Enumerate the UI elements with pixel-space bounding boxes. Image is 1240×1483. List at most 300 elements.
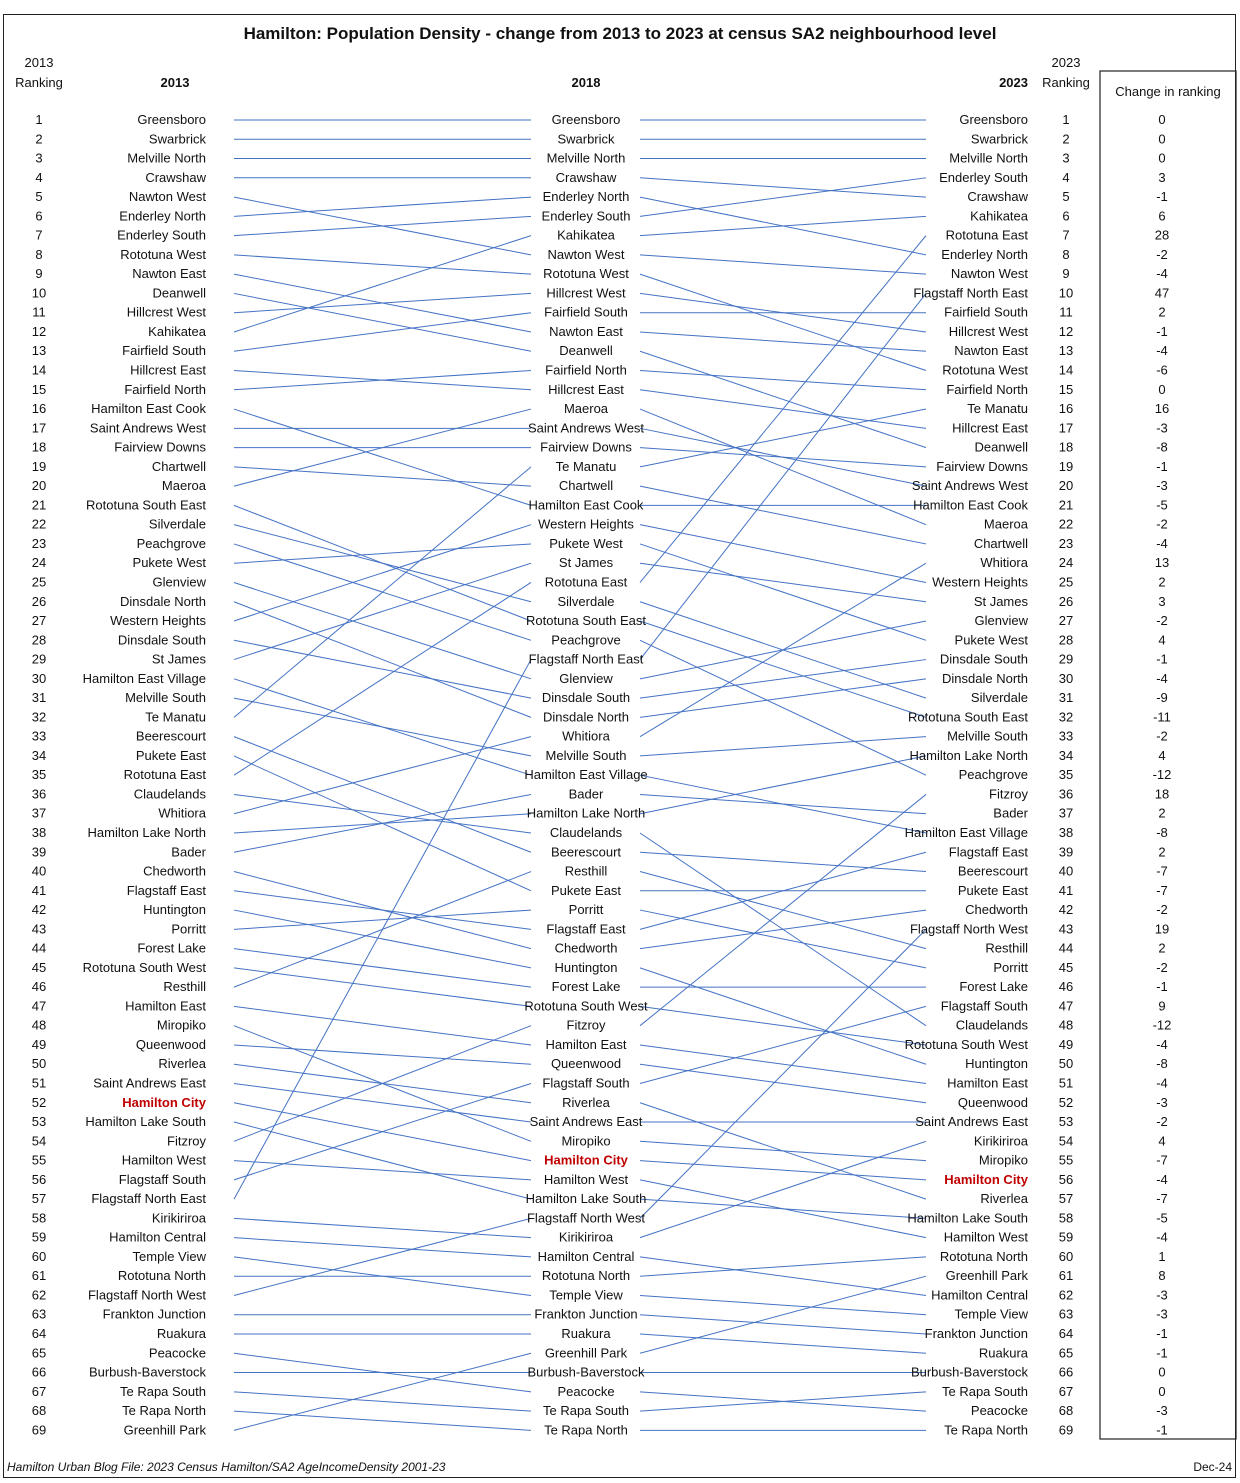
label-2023: Flagstaff North East	[913, 285, 1028, 301]
label-2018: Temple View	[549, 1287, 623, 1303]
change-value: -1	[1156, 979, 1168, 995]
change-value: 2	[1158, 805, 1166, 821]
label-2013: Riverlea	[158, 1056, 206, 1072]
label-2023: Te Rapa North	[944, 1422, 1028, 1438]
rank-2023-number: 61	[1058, 1268, 1074, 1284]
rank-2013-header-line2: Ranking	[15, 75, 63, 90]
connector-2013-2018	[234, 1122, 531, 1199]
connector-2018-2023	[640, 910, 926, 949]
label-2023: Deanwell	[974, 439, 1028, 455]
connector-2013-2018	[234, 1218, 531, 1295]
label-2023: Hamilton City	[944, 1171, 1028, 1187]
connector-2018-2023	[640, 351, 926, 447]
label-2018: Silverdale	[557, 593, 615, 609]
rank-2023-number: 10	[1058, 285, 1074, 301]
label-2013: Frankton Junction	[102, 1306, 206, 1322]
rank-2013-number: 16	[31, 401, 47, 417]
rank-2023-number: 66	[1058, 1364, 1074, 1380]
change-value: -3	[1156, 1287, 1168, 1303]
rank-2023-number: 53	[1058, 1114, 1074, 1130]
label-2023: Huntington	[965, 1056, 1028, 1072]
label-2013: Temple View	[132, 1248, 206, 1264]
change-value: 19	[1154, 921, 1170, 937]
label-2023: Greenhill Park	[945, 1268, 1028, 1284]
label-2018: Flagstaff North West	[526, 1210, 646, 1226]
rank-2023-number: 64	[1058, 1326, 1074, 1342]
label-2018: Frankton Junction	[534, 1306, 638, 1322]
label-2023: Dinsdale North	[942, 670, 1028, 686]
label-2018: Rototuna North	[541, 1268, 631, 1284]
change-value: -1	[1156, 651, 1168, 667]
rank-2023-number: 18	[1058, 439, 1074, 455]
rank-2013-number: 32	[31, 709, 47, 725]
label-2018: Saint Andrews East	[529, 1114, 643, 1130]
change-value: -3	[1156, 1403, 1168, 1419]
label-2018: Queenwood	[550, 1056, 622, 1072]
connector-2013-2018	[234, 236, 531, 332]
label-2023: Hamilton West	[943, 1229, 1028, 1245]
label-2013: Saint Andrews West	[89, 420, 206, 436]
connector-2018-2023	[640, 1006, 926, 1045]
label-2013: Rototuna South East	[86, 497, 206, 513]
change-value: -3	[1156, 420, 1168, 436]
rank-2023-number: 54	[1058, 1133, 1074, 1149]
connector-2018-2023	[640, 293, 926, 659]
label-2023: Chedworth	[965, 902, 1028, 918]
change-value: -2	[1156, 902, 1168, 918]
rank-2023-number: 56	[1058, 1171, 1074, 1187]
connector-2013-2018	[234, 255, 531, 274]
label-2013: Beerescourt	[135, 728, 206, 744]
label-2023: Hamilton East Cook	[913, 497, 1028, 513]
change-value: 0	[1158, 150, 1166, 166]
connector-2018-2023	[640, 371, 926, 390]
label-2018: Whitiora	[562, 728, 610, 744]
rank-2013-number: 43	[31, 921, 47, 937]
label-2013: Te Manatu	[145, 709, 206, 725]
rank-2023-number: 1	[1062, 112, 1070, 127]
label-2023: Queenwood	[957, 1094, 1028, 1110]
connector-2013-2018	[234, 640, 531, 698]
label-2023: Hillcrest East	[952, 420, 1028, 436]
label-2013: Dinsdale South	[117, 632, 206, 648]
rank-2013-number: 62	[31, 1287, 47, 1303]
label-2023: Flagstaff South	[940, 998, 1028, 1014]
label-2018: Te Rapa South	[542, 1403, 630, 1419]
label-2013: Flagstaff East	[126, 882, 206, 898]
rank-2023-number: 30	[1058, 670, 1074, 686]
label-2023: Hamilton Lake North	[909, 747, 1028, 763]
label-2023: Kahikatea	[970, 208, 1028, 224]
rank-2013-number: 67	[31, 1383, 47, 1399]
label-2013: Pukete West	[132, 555, 206, 571]
change-value: 8	[1158, 1268, 1166, 1284]
rank-2023-number: 48	[1058, 1017, 1074, 1033]
label-2023: Melville South	[947, 728, 1028, 744]
label-2018: St James	[558, 555, 614, 571]
rank-2023-number: 16	[1058, 401, 1074, 417]
label-2018: Te Manatu	[555, 458, 617, 474]
label-2023: Rototuna East	[945, 227, 1028, 243]
label-2018: Hamilton East	[545, 1036, 627, 1052]
rank-2013-number: 3	[35, 150, 43, 166]
label-2023: St James	[973, 593, 1028, 609]
label-2013: Hamilton Central	[109, 1229, 206, 1245]
connector-2018-2023	[640, 274, 926, 370]
change-value: -11	[1153, 709, 1171, 725]
rank-2013-number: 46	[31, 979, 47, 995]
rank-2013-number: 20	[31, 478, 47, 494]
rank-2013-number: 18	[31, 439, 47, 455]
connector-2018-2023	[640, 1161, 926, 1180]
change-value: 0	[1158, 381, 1166, 397]
label-2023: Burbush-Baverstock	[910, 1364, 1028, 1380]
connector-2018-2023	[640, 640, 926, 775]
label-2023: Melville North	[949, 150, 1028, 166]
rank-2013-number: 69	[31, 1422, 47, 1438]
label-2023: Riverlea	[980, 1191, 1028, 1207]
connector-2018-2023	[640, 1295, 926, 1314]
change-value: -8	[1156, 824, 1168, 840]
label-2018: Crawshaw	[555, 169, 617, 185]
rank-2013-header-line1: 2013	[24, 55, 54, 70]
rank-2023-number: 38	[1058, 824, 1074, 840]
rank-2013-number: 44	[31, 940, 47, 956]
label-2023: Rototuna West	[942, 362, 1028, 378]
rank-2023-number: 35	[1058, 767, 1074, 783]
rank-2013-number: 52	[31, 1094, 47, 1110]
label-2023: Temple View	[954, 1306, 1028, 1322]
change-value: 28	[1154, 227, 1170, 243]
label-2013: Queenwood	[135, 1036, 206, 1052]
label-2023: Fairfield North	[946, 381, 1028, 397]
connector-2018-2023	[640, 794, 926, 1025]
rank-2023-number: 50	[1058, 1056, 1074, 1072]
rank-2023-number: 21	[1058, 497, 1074, 513]
rank-2013-number: 51	[31, 1075, 47, 1091]
connector-2013-2018	[234, 602, 531, 718]
change-value: -2	[1156, 516, 1168, 532]
rank-2023-number: 34	[1058, 747, 1074, 763]
rank-2023-number: 14	[1058, 362, 1074, 378]
connector-2013-2018	[234, 1392, 531, 1411]
label-2018: Beerescourt	[550, 844, 622, 860]
rank-2013-number: 53	[31, 1114, 47, 1130]
rank-2013-number: 47	[31, 998, 47, 1014]
rank-2023-number: 15	[1058, 381, 1074, 397]
rank-2013-number: 31	[31, 690, 47, 706]
label-2023: Ruakura	[978, 1345, 1028, 1361]
rank-2013-number: 30	[31, 670, 47, 686]
label-2018: Rototuna South East	[526, 613, 646, 629]
rank-2023-number: 39	[1058, 844, 1074, 860]
rank-2013-number: 5	[35, 189, 43, 205]
rank-2023-number: 17	[1058, 420, 1074, 436]
connector-2013-2018	[234, 1006, 531, 1045]
rank-2023-number: 32	[1058, 709, 1074, 725]
label-2018: Enderley South	[541, 208, 631, 224]
rank-2023-number: 46	[1058, 979, 1074, 995]
label-2023: Fitzroy	[989, 786, 1028, 802]
rank-2013-number: 50	[31, 1056, 47, 1072]
label-2018: Flagstaff North East	[528, 651, 644, 667]
connector-2018-2023	[640, 1257, 926, 1276]
connector-2018-2023	[640, 794, 926, 813]
rank-2013-number: 10	[31, 285, 47, 301]
connector-2018-2023	[640, 409, 926, 467]
label-2023: Hamilton Lake South	[907, 1210, 1028, 1226]
label-2013: Ruakura	[156, 1326, 206, 1342]
label-2013: Saint Andrews East	[93, 1075, 206, 1091]
label-2023: Fairview Downs	[936, 458, 1028, 474]
label-2023: Enderley North	[941, 246, 1028, 262]
label-2013: Pukete East	[135, 747, 206, 763]
label-2018: Flagstaff East	[546, 921, 626, 937]
connector-2018-2023	[640, 486, 926, 544]
change-value: -1	[1156, 1326, 1168, 1342]
label-2013: Claudelands	[133, 786, 206, 802]
label-2013: Deanwell	[152, 285, 206, 301]
label-2023: Rototuna North	[939, 1248, 1028, 1264]
rank-2013-number: 35	[31, 767, 47, 783]
connector-2018-2023	[640, 1334, 926, 1353]
label-2018: Deanwell	[559, 343, 613, 359]
label-2023: Peacocke	[970, 1403, 1028, 1419]
rank-2023-number: 3	[1062, 150, 1070, 166]
rank-2023-number: 44	[1058, 940, 1074, 956]
label-2013: Rototuna North	[117, 1268, 206, 1284]
connector-2018-2023	[640, 737, 926, 756]
label-2013: Enderley North	[119, 208, 206, 224]
label-2023: Whitiora	[980, 555, 1028, 571]
label-2013: Flagstaff South	[118, 1171, 206, 1187]
change-value: 3	[1158, 593, 1166, 609]
rank-2023-number: 49	[1058, 1036, 1074, 1052]
connector-2018-2023	[640, 679, 926, 718]
connector-2018-2023	[640, 910, 926, 968]
label-2013: Porritt	[171, 921, 206, 937]
label-2018: Melville North	[546, 150, 626, 166]
label-2023: Hamilton East	[947, 1075, 1028, 1091]
rank-2013-number: 66	[31, 1364, 47, 1380]
label-2018: Flagstaff South	[542, 1075, 630, 1091]
label-2018: Pukete East	[550, 882, 622, 898]
connector-2018-2023	[640, 563, 926, 736]
change-value: -2	[1156, 1114, 1168, 1130]
change-value: -4	[1156, 535, 1168, 551]
rank-2023-number: 27	[1058, 613, 1074, 629]
rank-2013-number: 34	[31, 747, 47, 763]
change-value: -1	[1156, 189, 1168, 205]
label-2023: Rototuna South West	[904, 1036, 1028, 1052]
change-value: -2	[1156, 246, 1168, 262]
change-value: -12	[1152, 1017, 1172, 1033]
connector-2013-2018	[234, 1238, 531, 1257]
change-value: -5	[1156, 1210, 1168, 1226]
rank-2013-number: 15	[31, 381, 47, 397]
label-2018: Resthill	[564, 863, 608, 879]
label-2018: Burbush-Baverstock	[527, 1364, 645, 1380]
rank-2023-number: 31	[1058, 690, 1074, 706]
label-2018: Glenview	[559, 670, 613, 686]
change-value: -1	[1156, 458, 1168, 474]
label-2018: Hamilton City	[544, 1152, 628, 1168]
rank-2013-number: 68	[31, 1403, 47, 1419]
label-2023: Chartwell	[973, 535, 1028, 551]
label-2018: Huntington	[554, 959, 618, 975]
label-2018: Enderley North	[542, 189, 630, 205]
change-value: -1	[1156, 1345, 1168, 1361]
rank-2013-number: 12	[31, 323, 47, 339]
connector-2018-2023	[640, 1315, 926, 1334]
connector-2018-2023	[640, 660, 926, 699]
label-2013: Miropiko	[156, 1017, 206, 1033]
label-2018: Bader	[568, 786, 604, 802]
connector-2018-2023	[640, 1141, 926, 1237]
connector-2013-2018	[234, 660, 531, 1200]
rank-2023-number: 12	[1058, 323, 1074, 339]
change-value: 2	[1158, 940, 1166, 956]
change-value: 0	[1158, 1383, 1166, 1399]
label-2023: Resthill	[985, 940, 1028, 956]
label-2013: Melville North	[127, 150, 206, 166]
rank-2023-number: 19	[1058, 458, 1074, 474]
label-2023: Swarbrick	[970, 131, 1028, 147]
rank-2023-number: 47	[1058, 998, 1074, 1014]
change-value: -4	[1156, 1229, 1168, 1245]
rank-2023-number: 69	[1058, 1422, 1074, 1438]
rank-2023-number: 8	[1062, 246, 1070, 262]
rank-2013-number: 64	[31, 1326, 47, 1342]
label-2023: Miropiko	[978, 1152, 1028, 1168]
label-2018: Melville South	[545, 747, 627, 763]
label-2023: Rototuna South East	[908, 709, 1028, 725]
label-2018: Rototuna South West	[524, 998, 648, 1014]
label-2018: Hamilton West	[543, 1171, 629, 1187]
label-2023: Porritt	[993, 959, 1028, 975]
label-2013: Te Rapa North	[122, 1403, 206, 1419]
change-value: 6	[1158, 208, 1166, 224]
label-2013: Resthill	[163, 979, 206, 995]
rank-2013-number: 1	[35, 112, 43, 127]
label-2013: Hamilton East Village	[82, 670, 206, 686]
connector-2013-2018	[234, 409, 531, 505]
label-2023: Te Manatu	[967, 401, 1028, 417]
label-2013: Hamilton West	[121, 1152, 206, 1168]
rank-2023-number: 65	[1058, 1345, 1074, 1361]
connector-2018-2023	[640, 544, 926, 640]
label-2018: Chartwell	[558, 478, 614, 494]
connector-2013-2018	[234, 1045, 531, 1064]
label-2023: Saint Andrews West	[911, 478, 1028, 494]
label-2018: Te Rapa North	[544, 1422, 628, 1438]
label-2023: Te Rapa South	[941, 1383, 1028, 1399]
rank-2013-number: 14	[31, 362, 47, 378]
rank-2013-number: 13	[31, 343, 47, 359]
change-value: -6	[1156, 362, 1168, 378]
label-2023: Hillcrest West	[948, 323, 1028, 339]
rank-2023-number: 7	[1062, 227, 1070, 243]
label-2013: Western Heights	[110, 613, 206, 629]
change-value: 0	[1158, 1364, 1166, 1380]
rank-2023-number: 55	[1058, 1152, 1074, 1168]
connector-2018-2023	[640, 563, 926, 602]
rank-2013-number: 39	[31, 844, 47, 860]
rank-2023-number: 63	[1058, 1306, 1074, 1322]
rank-2013-number: 48	[31, 1017, 47, 1033]
label-2023: Beerescourt	[957, 863, 1028, 879]
rank-2023-number: 68	[1058, 1403, 1074, 1419]
label-2013: Fairview Downs	[114, 439, 206, 455]
connector-2013-2018	[234, 968, 531, 1007]
label-2018: Kirikiriroa	[558, 1229, 614, 1245]
rank-2013-number: 59	[31, 1229, 47, 1245]
rank-2023-number: 51	[1058, 1075, 1074, 1091]
col-2023-header: 2023	[999, 75, 1028, 90]
rank-2023-number: 5	[1062, 189, 1070, 205]
connector-2018-2023	[640, 1064, 926, 1103]
label-2018: Fairfield North	[545, 362, 627, 378]
change-value: 2	[1158, 844, 1166, 860]
label-2023: Kirikiriroa	[973, 1133, 1028, 1149]
label-2023: Fairfield South	[944, 304, 1028, 320]
chart-title: Hamilton: Population Density - change from 2013 to 2023 at census SA2 neighbourhood level	[243, 24, 997, 43]
rank-2013-number: 38	[31, 824, 47, 840]
rank-2013-number: 60	[31, 1248, 47, 1264]
change-value: 1	[1158, 1248, 1166, 1264]
rank-2013-number: 61	[31, 1268, 47, 1284]
change-column-box	[1100, 71, 1236, 1439]
label-2018: Peacocke	[557, 1383, 615, 1399]
change-value: -5	[1156, 497, 1168, 513]
change-value: -4	[1156, 343, 1168, 359]
label-2013: Dinsdale North	[120, 593, 206, 609]
connector-2013-2018	[234, 698, 531, 756]
label-2023: Silverdale	[970, 690, 1028, 706]
rank-2023-number: 9	[1062, 266, 1070, 282]
change-value: 0	[1158, 131, 1166, 147]
connector-2013-2018	[234, 1161, 531, 1180]
label-2018: Forest Lake	[551, 979, 621, 995]
rank-2013-number: 29	[31, 651, 47, 667]
label-2013: Rototuna East	[123, 767, 206, 783]
rank-2013-number: 37	[31, 805, 47, 821]
rank-2023-number: 57	[1058, 1191, 1074, 1207]
label-2023: Bader	[993, 805, 1028, 821]
rank-2013-number: 11	[32, 304, 46, 320]
change-value: -4	[1156, 1075, 1168, 1091]
label-2018: Hamilton East Village	[524, 767, 648, 783]
label-2013: Flagstaff North East	[91, 1191, 206, 1207]
label-2018: Miropiko	[561, 1133, 611, 1149]
label-2013: Burbush-Baverstock	[88, 1364, 206, 1380]
label-2013: Hillcrest West	[126, 304, 206, 320]
rank-2013-number: 45	[31, 959, 47, 975]
label-2018: Hamilton Lake North	[526, 805, 646, 821]
rank-2013-number: 23	[31, 535, 47, 551]
connector-2013-2018	[234, 794, 531, 852]
label-2018: Riverlea	[562, 1094, 610, 1110]
label-2013: Hamilton East Cook	[91, 401, 206, 417]
connector-2013-2018	[234, 910, 531, 968]
label-2018: Hamilton East Cook	[528, 497, 644, 513]
label-2013: Hamilton Lake South	[85, 1114, 206, 1130]
change-value: 2	[1158, 574, 1166, 590]
change-value: -2	[1156, 613, 1168, 629]
rank-2013-number: 6	[35, 208, 43, 224]
connector-2013-2018	[234, 910, 531, 929]
rank-2023-number: 23	[1058, 535, 1074, 551]
